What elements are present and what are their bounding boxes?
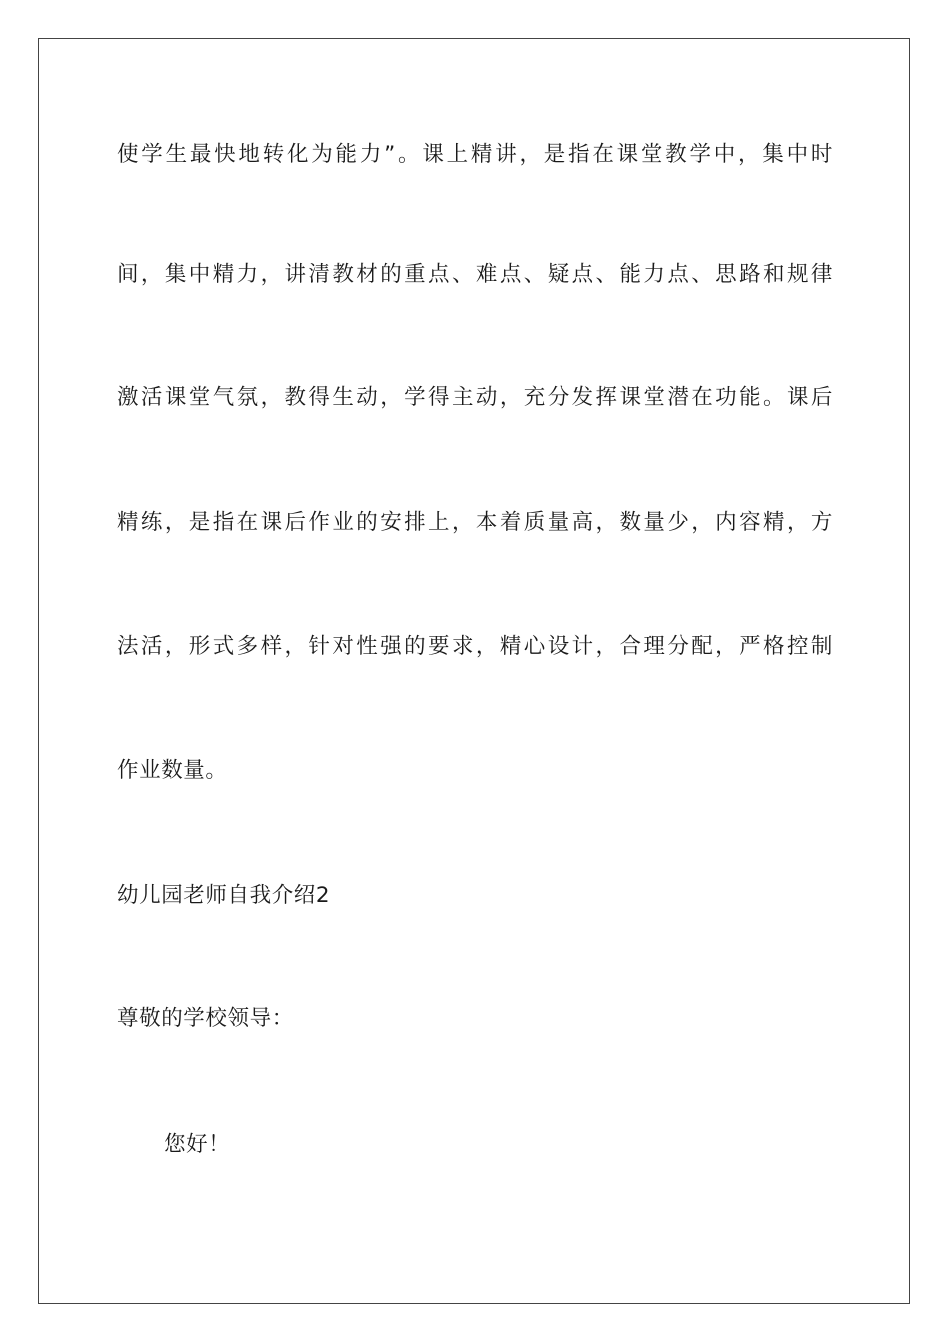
page-frame — [38, 38, 910, 1304]
paragraph-line-2: 间，集中精力，讲清教材的重点、难点、疑点、能力点、思路和规律 — [117, 262, 833, 287]
section-title: 幼儿园老师自我介绍2 — [117, 883, 331, 908]
paragraph-line-1: 使学生最快地转化为能力”。课上精讲，是指在课堂教学中，集中时 — [117, 142, 833, 167]
greeting: 您好！ — [164, 1132, 231, 1157]
paragraph-line-6: 作业数量。 — [117, 758, 228, 783]
paragraph-line-4: 精练，是指在课后作业的安排上，本着质量高，数量少，内容精，方 — [117, 510, 833, 535]
paragraph-line-5: 法活，形式多样，针对性强的要求，精心设计，合理分配，严格控制 — [117, 634, 833, 659]
salutation: 尊敬的学校领导： — [117, 1006, 294, 1031]
paragraph-line-3: 激活课堂气氛，教得生动，学得主动，充分发挥课堂潜在功能。课后 — [117, 385, 833, 410]
